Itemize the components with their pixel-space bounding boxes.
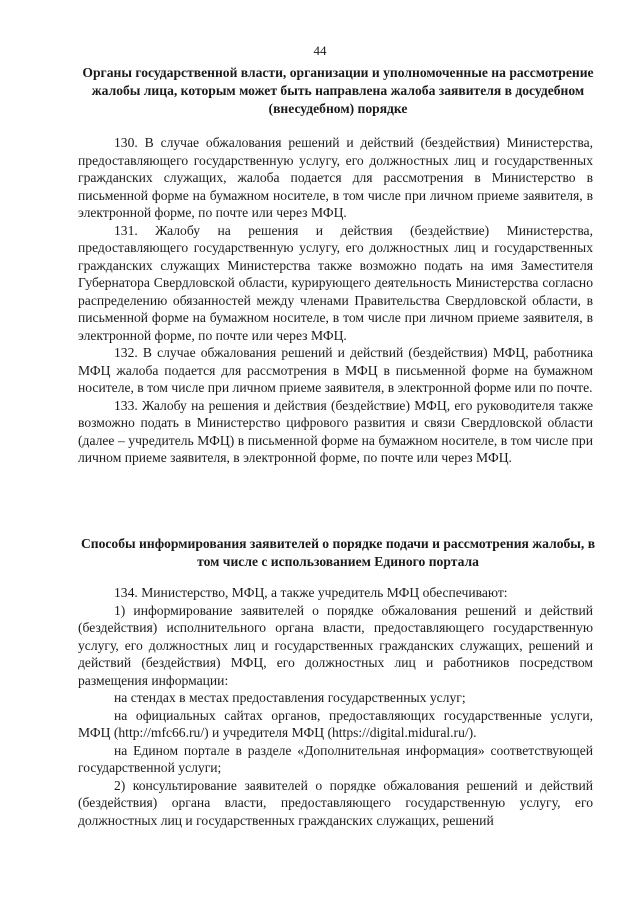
page-number: 44 xyxy=(313,43,327,58)
paragraph-134: 134. Министерство, МФЦ, а также учредитель МФЦ обеспечивают: xyxy=(114,585,508,600)
section-heading-informing-methods: Способы информирования заявителей о порядке подачи и рассмотрения жалобы, в том числе с использованием Единого портала xyxy=(80,536,596,569)
paragraph-stands: на стендах в местах предоставления государственных услуг; xyxy=(114,690,466,705)
paragraph-133: 133. Жалобу на решения и действия (бездействие) МФЦ, его руководителя также возможно подать в Министерство цифрового развития и связи Свердловской области (далее – учредитель МФЦ) в письменной форме на бумажном носителе, в том числе при личном приеме заявителя, в электронной форме, по почте или через МФЦ. xyxy=(78,397,593,465)
section-complaint-bodies xyxy=(78,134,593,467)
paragraph-131: 131. Жалобу на решения и действия (бездействие) Министерства, предоставляющего государственную услугу, его должностных лиц и государственных гражданских служащих Министерства также возможно подать на имя Заместителя Губернатора Свердловской области, курирующего деятельность Министерства согласно распределению обязанностей между членами Правительства Свердловской области, в письменной форме на бумажном носителе, в том числе при личном приеме заявителя, в электронной форме, по почте или через МФЦ. xyxy=(78,222,593,343)
section-informing-methods xyxy=(78,584,593,829)
paragraph-130: 130. В случае обжалования решений и действий (бездействия) Министерства, предоставляющего государственную услугу, его должностных лиц и государственных гражданских служащих, жалоба подается для рассмотрения в Министерство в письменной форме на бумажном носителе, в том числе при личном приеме заявителя, в электронной форме, по почте или через МФЦ. xyxy=(78,135,593,220)
paragraph-unified-portal: на Едином портале в разделе «Дополнительная информация» соответствующей государственной услуги; xyxy=(78,742,593,775)
section-heading-complaint-bodies: Органы государственной власти, организации и уполномоченные на рассмотрение жалобы лица, которым может быть направлена жалоба заявителя в досудебном (внесудебном) порядке xyxy=(82,65,594,116)
paragraph-134-item-2: 2) консультирование заявителей о порядке обжалования решений и действий (бездействия) органа власти, предоставляющего государственную услугу, его должностных лиц и государственных гражданских служащих, решений xyxy=(78,777,593,828)
paragraph-132: 132. В случае обжалования решений и действий (бездействия) МФЦ, работника МФЦ жалоба подается для рассмотрения в МФЦ в письменной форме на бумажном носителе, в том числе при личном приеме заявителя, в электронной форме или по почте. xyxy=(78,345,593,395)
paragraph-official-sites: на официальных сайтах органов, предоставляющих государственные услуги, МФЦ (http://mfc66.ru/) и учредителя МФЦ (https://digital.midural.ru/). xyxy=(78,707,593,740)
paragraph-134-item-1: 1) информирование заявителей о порядке обжалования решений и действий (бездействия) исполнительного органа власти, предоставляющего государственную услугу, его должностных лиц и государственных гражданских служащих, решений и действий (бездействия) МФЦ, его должностных лиц и работников посредством размещения информации: xyxy=(78,602,593,688)
